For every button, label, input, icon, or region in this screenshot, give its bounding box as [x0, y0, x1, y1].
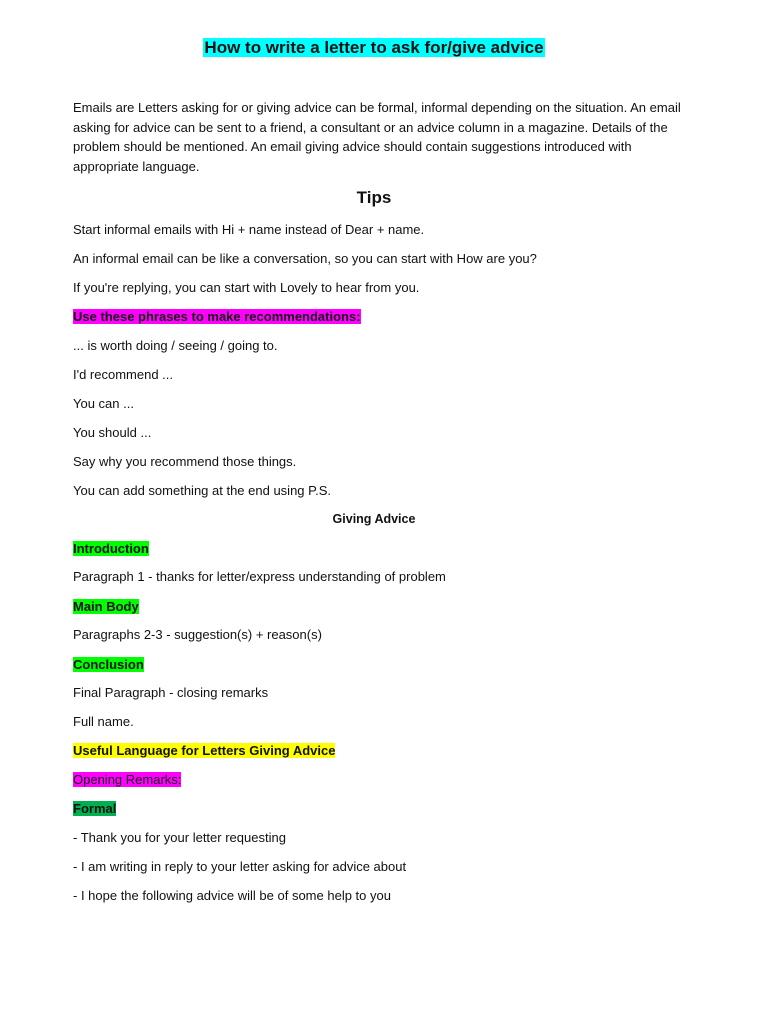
main-body-label-text: Main Body — [73, 599, 139, 614]
tip-line: If you're replying, you can start with Lovely to hear from you. — [73, 280, 420, 295]
main-body-text: Paragraphs 2-3 - suggestion(s) + reason(s) — [73, 627, 322, 642]
conclusion-text: Final Paragraph - closing remarks — [73, 685, 269, 700]
introduction-text: Paragraph 1 - thanks for letter/express understanding of problem — [73, 569, 446, 584]
opening-remarks-label-text: Opening Remarks: — [73, 772, 182, 787]
giving-advice-heading: Giving Advice — [332, 512, 416, 526]
document-title — [0, 36, 748, 60]
tips-heading: Tips — [356, 188, 392, 207]
conclusion-label-text: Conclusion — [73, 657, 144, 672]
recommend-phrase: You can ... — [73, 396, 134, 411]
formal-label — [73, 799, 116, 818]
main-body-label — [73, 597, 139, 616]
recommend-heading-text: Use these phrases to make recommendations: — [73, 309, 361, 324]
tip-line: Start informal emails with Hi + name instead of Dear + name. — [73, 222, 425, 237]
formal-label-text: Formal — [73, 801, 117, 816]
formal-phrase: - I hope the following advice will be of some help to you — [73, 888, 391, 903]
recommend-phrase: You should ... — [73, 425, 152, 440]
document-title-text: How to write a letter to ask for/give advice — [204, 38, 544, 57]
recommend-heading — [73, 307, 361, 326]
conclusion-label — [73, 655, 144, 674]
introduction-label-text: Introduction — [73, 541, 149, 556]
recommend-phrase: Say why you recommend those things. — [73, 454, 297, 469]
useful-language-heading — [73, 741, 335, 760]
formal-phrase: - I am writing in reply to your letter asking for advice about — [73, 859, 407, 874]
recommend-phrase: You can add something at the end using P.S. — [73, 483, 332, 498]
full-name-text: Full name. — [73, 714, 134, 729]
useful-language-heading-text: Useful Language for Letters Giving Advice — [73, 743, 336, 758]
introduction-label — [73, 539, 149, 558]
tip-line: An informal email can be like a conversation, so you can start with How are you? — [73, 251, 537, 266]
formal-phrase: - Thank you for your letter requesting — [73, 830, 286, 845]
intro-paragraph: Emails are Letters asking for or giving advice can be formal, informal depending on the situation. An email asking for advice can be sent to a friend, a consultant or an advice column in a magazine. Details of the problem should be mentioned. An email giving advice should contain suggestions introduced with appropriate language. — [73, 100, 681, 174]
recommend-phrase: I'd recommend ... — [73, 367, 174, 382]
recommend-phrase: ... is worth doing / seeing / going to. — [73, 338, 278, 353]
opening-remarks-label — [73, 770, 181, 789]
